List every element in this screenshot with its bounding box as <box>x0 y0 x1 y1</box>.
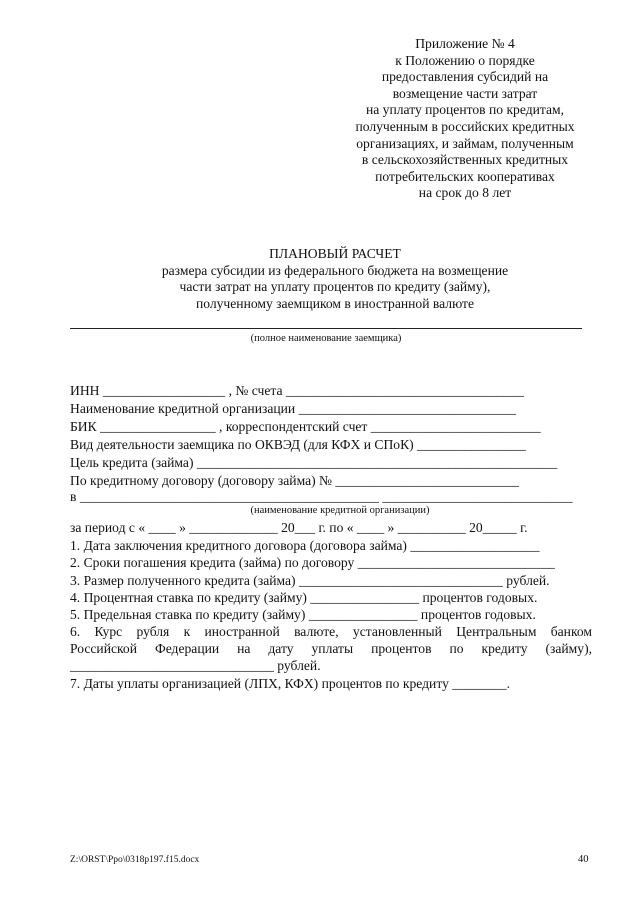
document-heading <box>80 246 590 312</box>
footer-file-path: Z:\ORST\Ppo\0318p197.f15.docx <box>70 855 200 865</box>
page-number: 40 <box>578 854 589 865</box>
item-1: 1. Дата заключения кредитного договора (договора займа) ___________________ <box>70 538 540 553</box>
item-6-line-1: 6. Курс рубля к иностранной валюте, установленный Центральным банком <box>70 624 592 639</box>
activity-row: Вид деятельности заемщика по ОКВЭД (для КФХ и СПоК) ________________ <box>70 437 526 452</box>
item-7: 7. Даты уплаты организацией (ЛПХ, КФХ) процентов по кредиту ________. <box>70 676 511 691</box>
appendix-line: потребительских кооперативах <box>375 168 555 184</box>
appendix-line: на срок до 8 лет <box>418 185 512 201</box>
heading-line: части затрат на уплату процентов по кредиту (займу), <box>179 279 491 295</box>
item-3: 3. Размер полученного кредита (займа) ______________________________ рублей. <box>70 573 550 588</box>
heading-line: размера субсидии из федерального бюджета на возмещение <box>161 262 509 278</box>
borrower-caption: (полное наименование заемщика) <box>250 333 402 344</box>
document-title: ПЛАНОВЫЙ РАСЧЕТ <box>269 246 401 261</box>
appendix-line: предоставления субсидий на <box>381 69 549 85</box>
item-5: 5. Предельная ставка по кредиту (займу) ________________ процентов годовых. <box>70 607 536 622</box>
appendix-line: на уплату процентов по кредитам, <box>365 102 565 118</box>
appendix-line: организациях, и займам, полученным <box>356 135 574 151</box>
bank-in-row: в ____________________________________________ ____________________________ <box>70 489 573 504</box>
item-6-line-2: Российской Федерации на дату уплаты процентов по кредиту (займу), <box>70 641 592 656</box>
inn-account-row: ИНН __________________ , № счета ___________________________________ <box>70 383 524 398</box>
bank-caption: (наименование кредитной организации) <box>250 505 430 516</box>
item-2: 2. Сроки погашения кредита (займа) по договору _____________________________ <box>70 555 555 570</box>
item-6-line-3: ______________________________ рублей. <box>70 658 321 673</box>
bank-name-row: Наименование кредитной организации ________________________________ <box>70 401 517 416</box>
purpose-row: Цель кредита (займа) _____________________________________________________ <box>70 455 558 470</box>
heading-line: полученному заемщиком в иностранной валюте <box>195 295 475 311</box>
appendix-line: возмещение части затрат <box>392 85 538 101</box>
borrower-name-line <box>70 328 582 329</box>
appendix-note <box>330 36 600 202</box>
period-row: за период с « ____ » _____________ 20___ г. по « ____ » __________ 20_____ г. <box>70 520 528 535</box>
item-4: 4. Процентная ставка по кредиту (займу) ________________ процентов годовых. <box>70 590 538 605</box>
contract-row: По кредитному договору (договору займа) № ___________________________ <box>70 473 519 488</box>
bik-row: БИК _________________ , корреспондентский счет _________________________ <box>70 419 541 434</box>
appendix-line: полученным в российских кредитных <box>355 118 575 134</box>
appendix-line: в сельскохозяйственных кредитных <box>361 152 569 168</box>
appendix-line: к Положению о порядке <box>395 52 535 68</box>
appendix-line: Приложение № 4 <box>415 36 515 51</box>
